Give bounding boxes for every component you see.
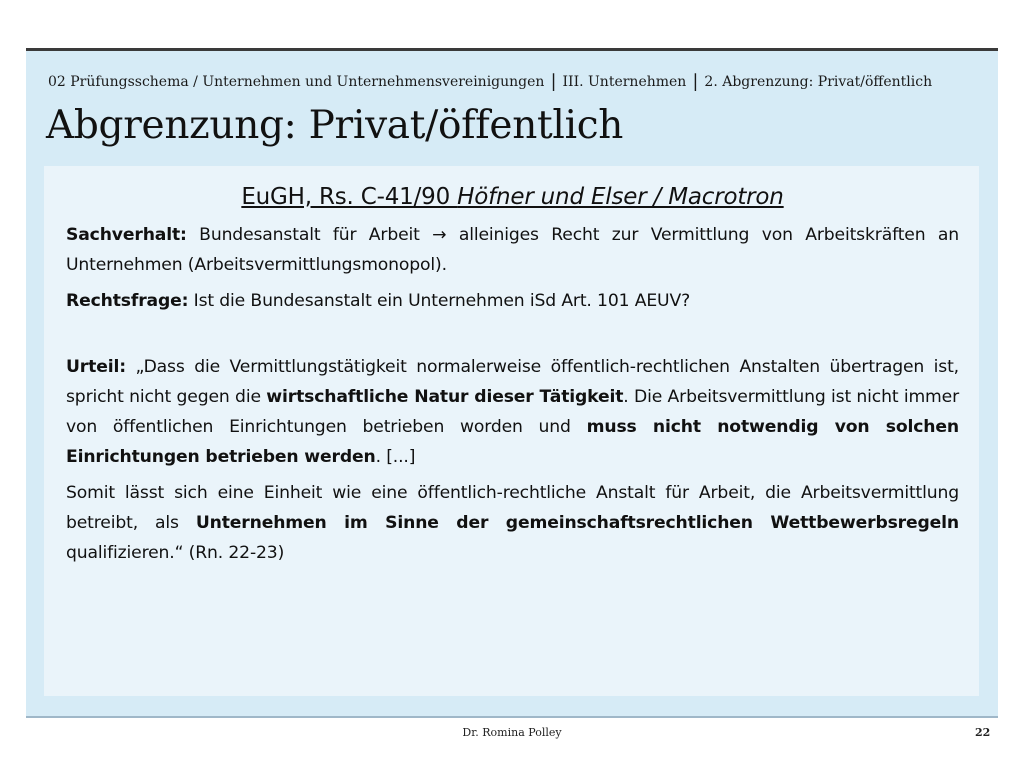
footer-author: Dr. Romina Polley bbox=[462, 726, 562, 739]
somit-text-1: Somit lässt sich eine Einheit wie eine öffentlich-rechtliche Anstalt für Arbeit, die Arbeitsvermittlung betreibt, als bbox=[66, 483, 959, 533]
sachverhalt-paragraph bbox=[66, 220, 959, 280]
sachverhalt-text: Bundesanstalt für Arbeit → alleiniges Recht zur Vermittlung von Arbeitskräften an Unternehmen (Arbeitsvermittlungsmonopol). bbox=[66, 225, 959, 275]
urteil-emphasis-2: muss nicht notwendig von solchen Einrichtungen betrieben werden bbox=[66, 417, 959, 467]
sachverhalt-label: Sachverhalt: bbox=[66, 225, 187, 245]
rechtsfrage-label: Rechtsfrage: bbox=[66, 291, 189, 311]
urteil-text-1: „Dass die Vermittlungstätigkeit normalerweise öffentlich-rechtlichen Anstalten übertragen ist, spricht nicht gegen die bbox=[66, 357, 959, 407]
breadcrumb-separator: | bbox=[692, 71, 699, 92]
somit-paragraph bbox=[66, 478, 959, 568]
urteil-text-2: . Die Arbeitsvermittlung ist nicht immer von öffentlichen Einrichtungen betrieben worden und bbox=[66, 387, 959, 437]
footer-divider bbox=[26, 716, 998, 718]
somit-emphasis: Unternehmen im Sinne der gemeinschaftsrechtlichen Wettbewerbsregeln bbox=[195, 513, 960, 533]
rechtsfrage-paragraph bbox=[66, 286, 959, 316]
breadcrumb-item-3: 2. Abgrenzung: Privat/öffentlich bbox=[704, 74, 933, 90]
breadcrumb-item-1: 02 Prüfungsschema / Unternehmen und Unternehmensvereinigungen bbox=[48, 74, 545, 90]
case-heading-parties: Höfner und Elser / Macrotron bbox=[457, 184, 784, 210]
page-number: 22 bbox=[975, 726, 991, 739]
paragraph-spacer bbox=[66, 322, 959, 352]
breadcrumb bbox=[48, 70, 932, 91]
slide-title: Abgrenzung: Privat/öffentlich bbox=[46, 103, 624, 148]
content-box bbox=[44, 166, 979, 696]
case-heading bbox=[66, 184, 959, 210]
rechtsfrage-text: Ist die Bundesanstalt ein Unternehmen iSd Art. 101 AEUV? bbox=[188, 291, 691, 311]
urteil-paragraph bbox=[66, 352, 959, 472]
breadcrumb-separator: | bbox=[550, 71, 557, 92]
somit-text-2: qualifizieren.“ (Rn. 22-23) bbox=[66, 543, 285, 563]
urteil-emphasis-1: wirtschaftliche Natur dieser Tätigkeit bbox=[266, 387, 624, 407]
breadcrumb-item-2: III. Unternehmen bbox=[562, 74, 687, 90]
case-heading-reference: EuGH, Rs. C-41/90 bbox=[241, 184, 458, 210]
urteil-text-3: . [...] bbox=[375, 447, 416, 467]
urteil-label: Urteil: bbox=[66, 357, 126, 377]
